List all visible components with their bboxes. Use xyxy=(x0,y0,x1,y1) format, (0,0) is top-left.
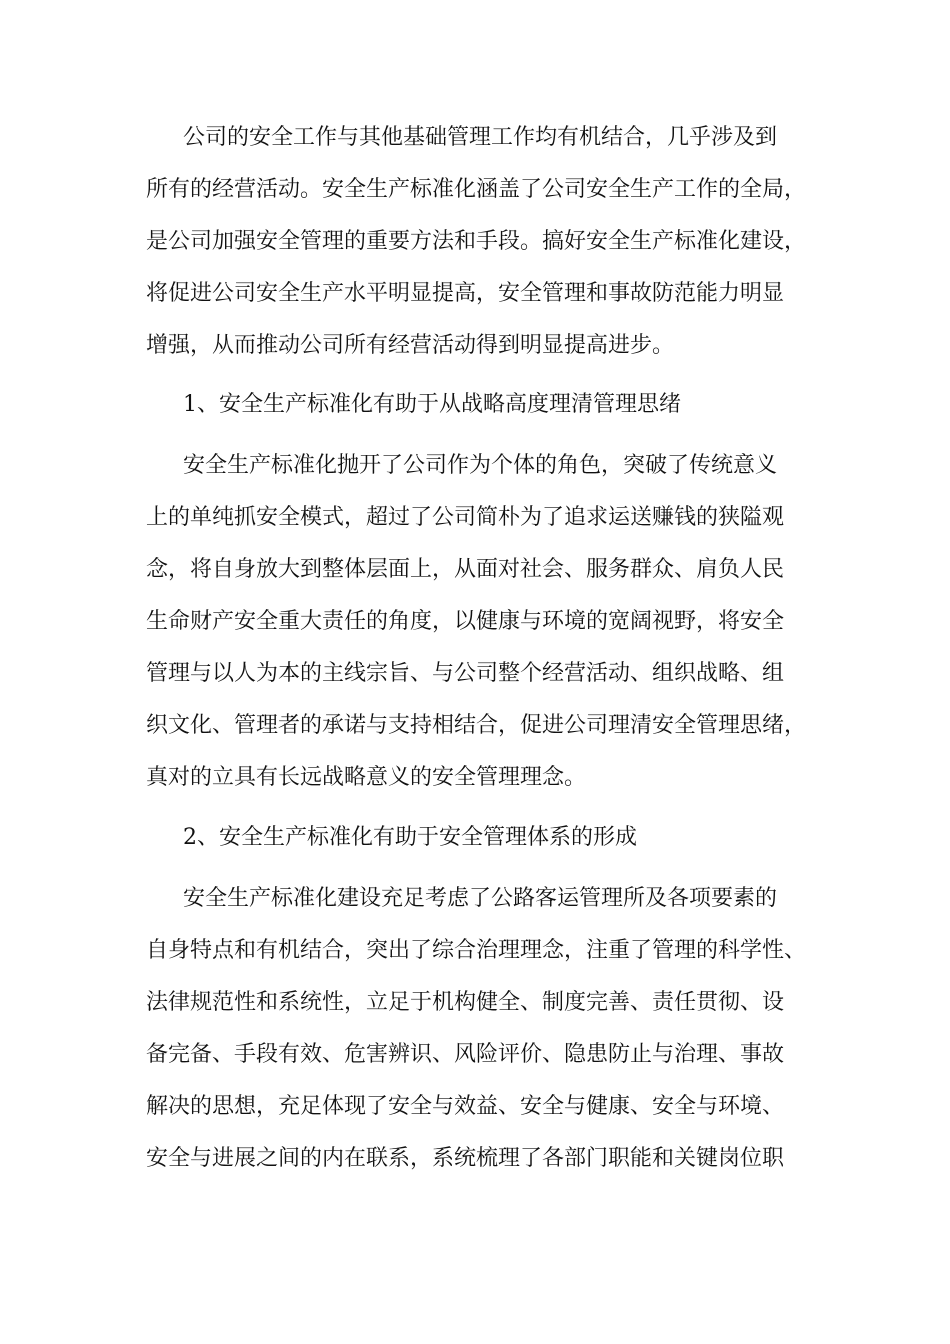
paragraph-3-line-3: 法律规范性和系统性，立足于机构健全、制度完善、责任贯彻、设 xyxy=(146,990,785,1015)
paragraph-2-line-3: 念，将自身放大到整体层面上，从面对社会、服务群众、肩负人民 xyxy=(146,557,785,582)
paragraph-2-line-6: 织文化、管理者的承诺与支持相结合，促进公司理清安全管理思绪， xyxy=(146,713,807,738)
paragraph-3-line-5: 解决的思想，充足体现了安全与效益、安全与健康、安全与环境、 xyxy=(146,1094,785,1119)
paragraph-1-line-2: 所有的经营活动。安全生产标准化涵盖了公司安全生产工作的全局， xyxy=(146,177,807,202)
section-heading-1: 1、安全生产标准化有助于从战略高度理清管理思绪 xyxy=(183,392,681,417)
paragraph-2-line-1: 安全生产标准化抛开了公司作为个体的角色，突破了传统意义 xyxy=(183,453,778,478)
paragraph-2-line-4: 生命财产安全重大责任的角度，以健康与环境的宽阔视野，将安全 xyxy=(146,609,785,634)
paragraph-1-line-1: 公司的安全工作与其他基础管理工作均有机结合，几乎涉及到 xyxy=(183,125,778,150)
paragraph-1-line-3: 是公司加强安全管理的重要方法和手段。搞好安全生产标准化建设， xyxy=(146,229,807,254)
section-heading-2: 2、安全生产标准化有助于安全管理体系的形成 xyxy=(183,825,637,850)
paragraph-1-line-4: 将促进公司安全生产水平明显提高，安全管理和事故防范能力明显 xyxy=(146,281,785,306)
paragraph-2-line-2: 上的单纯抓安全模式，超过了公司简朴为了追求运送赚钱的狭隘观 xyxy=(146,505,785,530)
paragraph-2-line-5: 管理与以人为本的主线宗旨、与公司整个经营活动、组织战略、组 xyxy=(146,661,785,686)
paragraph-2-line-7: 真对的立具有长远战略意义的安全管理理念。 xyxy=(146,765,587,790)
paragraph-1-line-5: 增强，从而推动公司所有经营活动得到明显提高进步。 xyxy=(146,333,675,358)
paragraph-3-line-4: 备完备、手段有效、危害辨识、风险评价、隐患防止与治理、事故 xyxy=(146,1042,785,1067)
paragraph-3-line-2: 自身特点和有机结合，突出了综合治理理念，注重了管理的科学性、 xyxy=(146,938,807,963)
paragraph-3-line-1: 安全生产标准化建设充足考虑了公路客运管理所及各项要素的 xyxy=(183,886,778,911)
paragraph-3-line-6: 安全与进展之间的内在联系，系统梳理了各部门职能和关键岗位职 xyxy=(146,1146,785,1171)
